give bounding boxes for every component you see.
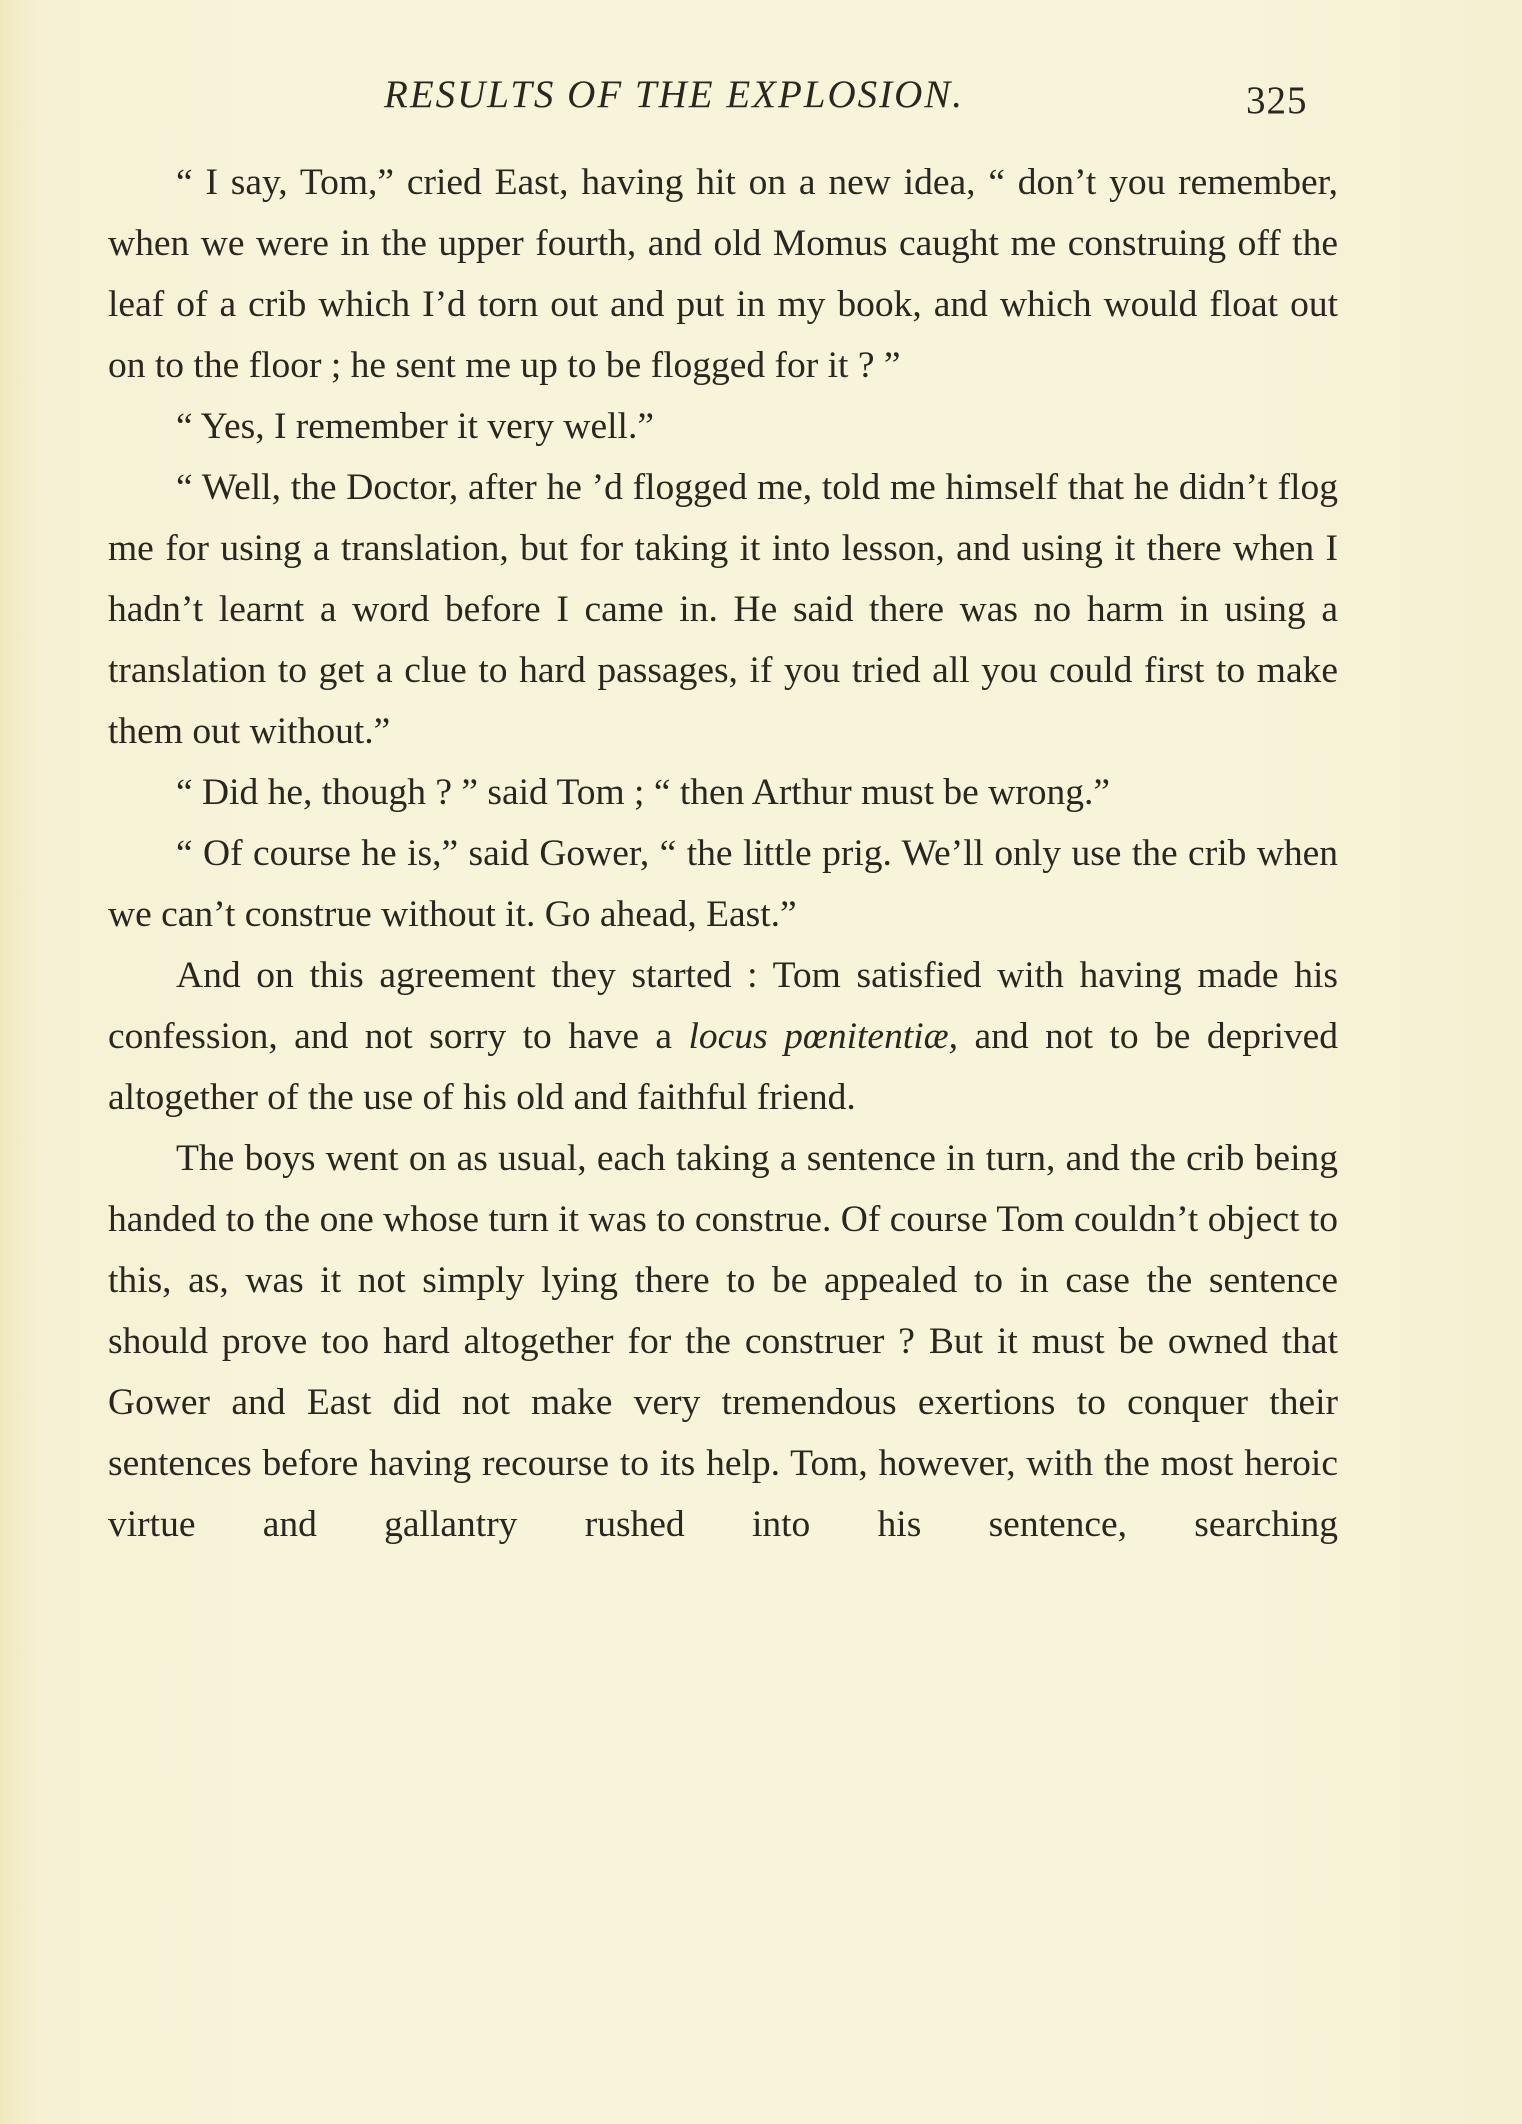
paragraph: “ Well, the Doctor, after he ’d flogged me, told me himself that he didn’t flog me for using a translation, but for taking it into lesson, and using it there when I hadn’t learnt a word before I came in. He said there was no harm in using a translation to get a clue to hard passages, if you tried all you could first to make them out without.” (108, 467, 1338, 752)
paragraph: “ Yes, I remember it very well.” (176, 406, 654, 447)
paragraph: “ Did he, though ? ” said Tom ; “ then Arthur must be wrong.” (176, 772, 1111, 813)
paragraph-text: and not to be deprived altogether of the use of his old and faithful friend. (108, 1016, 1339, 1118)
running-title: RESULTS OF THE EXPLOSION. (384, 73, 965, 116)
paragraph: “ I say, Tom,” cried East, having hit on a new idea, “ don’t you remember, when we were in the upper fourth, and old Momus caught me construing off the leaf of a crib which I’d torn out and put in my book, and which would float out on to the floor ; he sent me up to be flogged for it ? ” (108, 162, 1338, 386)
paragraph: “ Of course he is,” said Gower, “ the little prig. We’ll only use the crib when we can’t construe without it. Go ahead, East.” (108, 833, 1338, 935)
paragraph (108, 945, 1338, 1128)
latin-phrase: locus pœnitentiæ, (688, 1016, 959, 1057)
page-header (0, 72, 1522, 132)
page-number: 325 (1246, 79, 1308, 122)
paragraph-text: And on this agreement they started : Tom satisfied with having made his confession, and not sorry to have a (108, 955, 1338, 1057)
paragraph: The boys went on as usual, each taking a sentence in turn, and the crib being handed to the one whose turn it was to construe. Of course Tom couldn’t object to this, as, was it not simply lying there to be appealed to in case the sentence should prove too hard altogether for the construer ? But it must be owned that Gower and East did not make very tremendous exertions to conquer their sentences before having recourse to its help. Tom, however, with the most heroic virtue and gallantry rushed into his sentence, searching (108, 1138, 1338, 1545)
body-text (108, 152, 1338, 1555)
